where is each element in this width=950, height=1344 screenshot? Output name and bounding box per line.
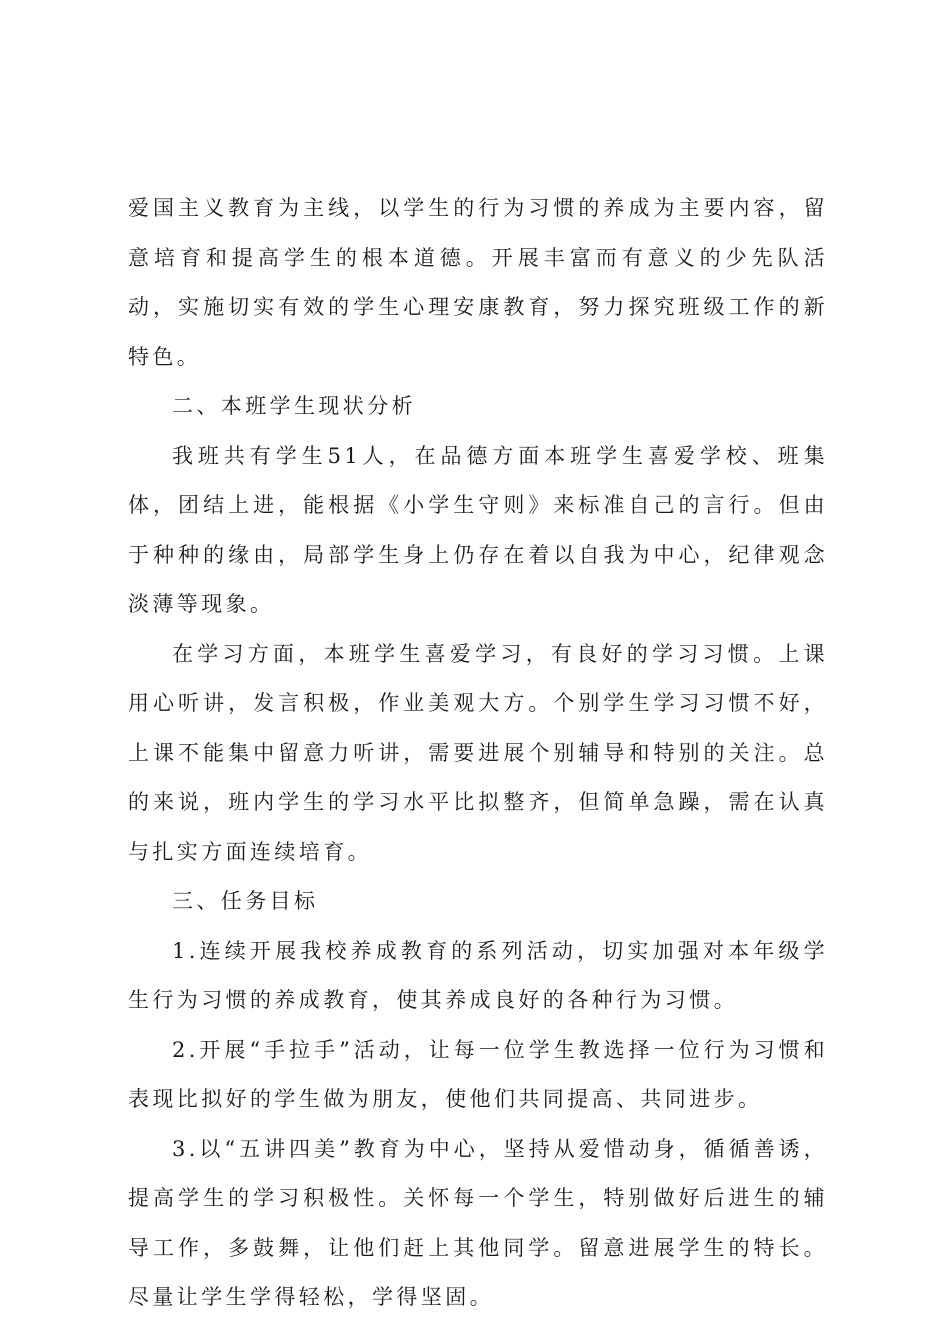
document-body bbox=[128, 184, 828, 1323]
paragraph-study-status: 在学习方面，本班学生喜爱学习，有良好的学习习惯。上课用心听讲，发言积极，作业美观大方。个别学生学习习惯不好，上课不能集中留意力听讲，需要进展个别辅导和特别的关注。总的来说，班内学生的学习水平比拟整齐，但简单急躁，需在认真与扎实方面连续培育。 bbox=[128, 641, 828, 864]
goal-item-3: 3.以“五讲四美”教育为中心，坚持从爱惜动身，循循善诱，提高学生的学习积极性。关怀每一个学生，特别做好后进生的辅导工作，多鼓舞，让他们赶上其他同学。留意进展学生的特长。尽量让学生学得轻松，学得坚固。 bbox=[128, 1136, 828, 1309]
section-heading-task-goals: 三、任务目标 bbox=[172, 889, 319, 913]
goal-item-1: 1.连续开展我校养成教育的系列活动，切实加强对本年级学生行为习惯的养成教育，使其养成良好的各种行为习惯。 bbox=[128, 938, 828, 1012]
paragraph-moral-status: 我班共有学生51人，在品德方面本班学生喜爱学校、班集体，团结上进，能根据《小学生守则》来标准自己的言行。但由于种种的缘由，局部学生身上仍存在着以自我为中心，纪律观念淡薄等现象。 bbox=[128, 443, 828, 616]
goal-item-2: 2.开展“手拉手”活动，让每一位学生教选择一位行为习惯和表现比拟好的学生做为朋友，使他们共同提高、共同进步。 bbox=[128, 1037, 828, 1111]
paragraph-intro: 爱国主义教育为主线，以学生的行为习惯的养成为主要内容，留意培育和提高学生的根本道德。开展丰富而有意义的少先队活动，实施切实有效的学生心理安康教育，努力探究班级工作的新特色。 bbox=[128, 196, 828, 369]
section-heading-student-analysis: 二、本班学生现状分析 bbox=[172, 394, 416, 418]
